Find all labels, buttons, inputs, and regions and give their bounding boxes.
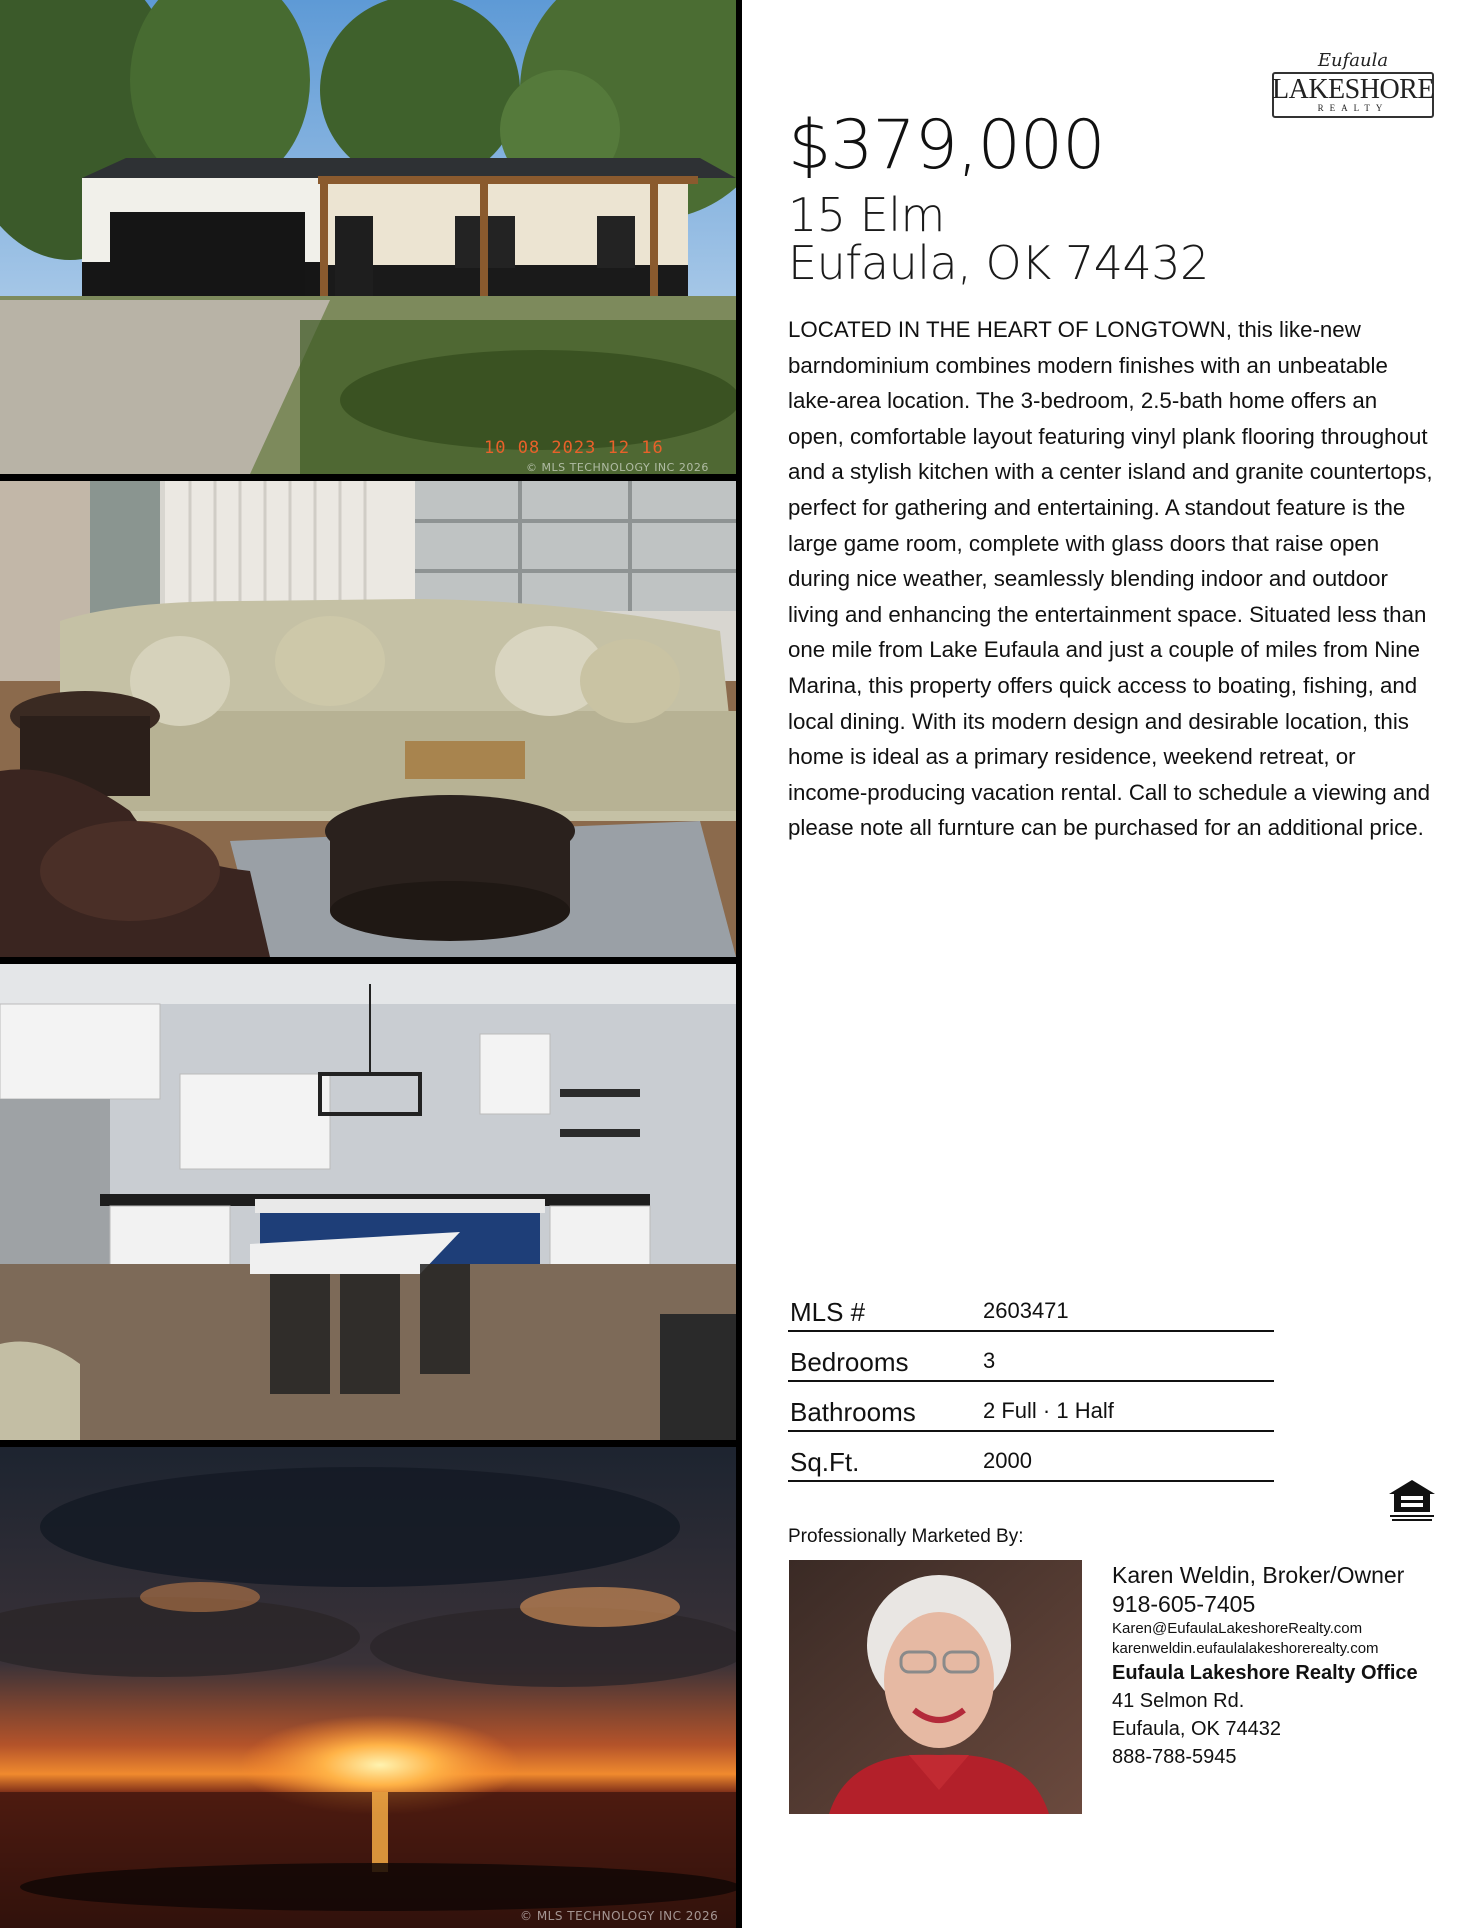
office-phone[interactable]: 888-788-5945: [1112, 1746, 1237, 1768]
fact-row-bedrooms: [788, 1332, 1274, 1382]
fact-value: 2000: [983, 1448, 1032, 1473]
fact-label: Bathrooms: [790, 1397, 916, 1427]
kitchen-photo[interactable]: [0, 964, 736, 1440]
fact-label: Sq.Ft.: [790, 1447, 860, 1477]
listing-description: LOCATED IN THE HEART OF LONGTOWN, this like-new barndominium combines modern finishes with an unbeatable lake-area location. The 3-bedroom, 2.5-bath home offers an open, comfortable layout featuring vinyl plank flooring throughout and a stylish kitchen with a center island and granite countertops, perfect for gathering and entertaining. A standout feature is the large game room, complete with glass doors that raise open during nice weather, seamlessly blending indoor and outdoor living and enhancing the entertainment space. Situated less than one mile from Lake Eufaula and just a couple of miles from Nine Marina, this property offers quick access to boating, fishing, and local dining. With its modern design and desirable location, this home is ideal as a primary residence, weekend retreat, or income-producing vacation rental. Call to schedule a viewing and please note all furnture can be purchased for an additional price.: [788, 317, 1433, 841]
fact-value: 3: [983, 1348, 996, 1373]
equal-housing-opportunity-icon: [1386, 1478, 1438, 1524]
agent-website[interactable]: karenweldin.eufaulalakeshorerealty.com: [1112, 1640, 1379, 1657]
fact-value: 2 Full · 1 Half: [983, 1398, 1114, 1423]
logo-script-text: Eufaula: [1317, 50, 1389, 71]
photo-watermark: © MLS TECHNOLOGY INC 2026: [520, 1909, 719, 1923]
photo-date-stamp: 10 08 2023 12 16: [484, 438, 664, 458]
agent-name: Karen Weldin, Broker/Owner: [1112, 1562, 1405, 1588]
listing-price: $379,000: [788, 106, 1105, 185]
marketed-by-heading: Professionally Marketed By:: [788, 1526, 1024, 1547]
fact-label: MLS #: [790, 1297, 866, 1327]
listing-street: 15 Elm: [788, 188, 945, 242]
office-city: Eufaula, OK 74432: [1112, 1718, 1282, 1740]
fact-row-bathrooms: [788, 1382, 1274, 1432]
photo-watermark: © MLS TECHNOLOGY INC 2026: [526, 461, 709, 474]
agent-contact-block: [1112, 1560, 1452, 1771]
logo-main-text: LAKESHORE: [1272, 74, 1434, 105]
agent-phone[interactable]: 918-605-7405: [1112, 1591, 1256, 1617]
fact-value: 2603471: [983, 1298, 1069, 1323]
sunset-photo[interactable]: [0, 1447, 736, 1928]
agent-email[interactable]: Karen@EufaulaLakeshoreRealty.com: [1112, 1620, 1363, 1637]
office-name: Eufaula Lakeshore Realty Office: [1112, 1662, 1418, 1684]
listing-facts: [788, 1282, 1274, 1482]
living-room-photo[interactable]: [0, 481, 736, 957]
brokerage-logo: [1270, 50, 1436, 120]
office-street: 41 Selmon Rd.: [1112, 1690, 1245, 1712]
fact-row-mls: [788, 1282, 1274, 1332]
exterior-photo[interactable]: [0, 0, 736, 474]
fact-row-sqft: [788, 1432, 1274, 1482]
fact-label: Bedrooms: [790, 1347, 909, 1377]
agent-headshot: [789, 1560, 1082, 1814]
listing-city: Eufaula, OK 74432: [788, 236, 1209, 290]
logo-sub-text: REALTY: [1317, 103, 1389, 113]
